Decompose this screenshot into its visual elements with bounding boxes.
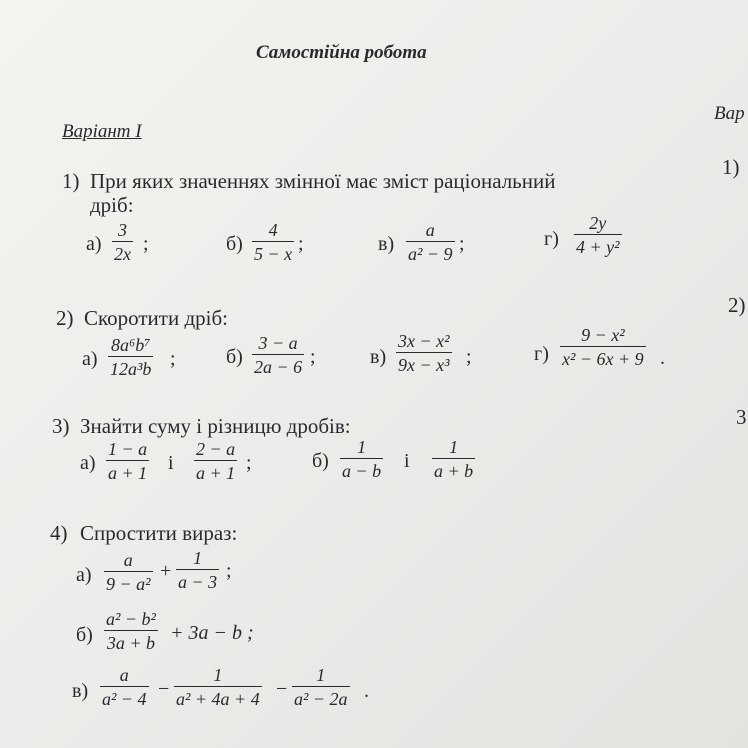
q4-a2-fraction bbox=[176, 549, 219, 591]
q1-b-tail: ; bbox=[298, 233, 304, 255]
q1-c-fraction bbox=[406, 221, 455, 263]
q4-b-fraction bbox=[104, 610, 158, 652]
q4-c1-fraction bbox=[100, 666, 149, 708]
q3-b-label: б) bbox=[312, 450, 329, 472]
numerator: 1 − a bbox=[108, 439, 148, 459]
q4-c-label: в) bbox=[72, 680, 89, 702]
denominator: 9 − a² bbox=[106, 574, 151, 594]
q2-b-label: б) bbox=[226, 346, 243, 368]
q4-c3-fraction bbox=[292, 666, 350, 708]
q2-d-tail: . bbox=[660, 347, 665, 369]
q2-c-label: в) bbox=[370, 346, 387, 368]
denominator: 2x bbox=[114, 244, 131, 264]
numerator: 3 bbox=[118, 220, 127, 240]
variant-heading: Варіант І bbox=[62, 121, 142, 142]
numerator: 3x − x² bbox=[398, 331, 450, 351]
numerator: 2y bbox=[589, 213, 607, 233]
q3-and-1: і bbox=[168, 452, 174, 474]
denominator: a − b bbox=[342, 461, 382, 481]
q4-a-plus: + bbox=[160, 560, 172, 582]
q4-b-label: б) bbox=[76, 624, 93, 646]
q1-a-label: а) bbox=[86, 233, 102, 255]
numerator: a bbox=[123, 550, 133, 570]
denominator: a + 1 bbox=[108, 463, 148, 483]
q1-a-tail: ; bbox=[143, 233, 149, 255]
denominator: a − 3 bbox=[178, 572, 218, 592]
q4-c-tail: . bbox=[364, 680, 369, 702]
q4-a-label: а) bbox=[76, 564, 92, 586]
denominator: a + b bbox=[434, 461, 474, 481]
q4-c2-fraction bbox=[174, 666, 262, 708]
q3-a1-fraction bbox=[106, 440, 149, 482]
q2-b-fraction bbox=[252, 334, 304, 376]
q2-c-fraction bbox=[396, 332, 452, 374]
numerator: 3 − a bbox=[258, 333, 298, 353]
denominator: a + 1 bbox=[196, 463, 236, 483]
q4-c-minus-1: − bbox=[158, 678, 170, 700]
q1-text-line2: дріб: bbox=[90, 193, 134, 217]
q1-d-fraction bbox=[574, 214, 622, 256]
q3-text: Знайти суму і різницю дробів: bbox=[80, 414, 351, 438]
q4-text: Спростити вираз: bbox=[80, 521, 238, 545]
denominator: 12a³b bbox=[110, 359, 152, 379]
q2-number: 2) bbox=[56, 306, 74, 330]
next-variant-cut: Вар bbox=[714, 103, 745, 124]
q2-a-label: а) bbox=[82, 348, 98, 370]
q1-d-label: г) bbox=[544, 228, 559, 250]
denominator: a² − 2a bbox=[294, 689, 348, 709]
numerator: a bbox=[119, 665, 129, 685]
q2-text: Скоротити дріб: bbox=[84, 306, 228, 330]
q3-a-label: а) bbox=[80, 452, 96, 474]
q1-b-label: б) bbox=[226, 233, 243, 255]
q1-text-line1: При яких значеннях змінної має зміст раціональний bbox=[90, 169, 556, 193]
q2-d-label: г) bbox=[534, 343, 549, 365]
next-variant-q2-cut: 2) bbox=[728, 293, 746, 317]
denominator: 2a − 6 bbox=[254, 357, 303, 377]
q4-c-minus-2: − bbox=[276, 678, 288, 700]
q4-a1-fraction bbox=[104, 551, 153, 593]
denominator: a² − 4 bbox=[102, 689, 147, 709]
numerator: 1 bbox=[449, 437, 459, 457]
q2-c-tail: ; bbox=[466, 346, 472, 368]
q2-b-tail: ; bbox=[310, 346, 316, 368]
denominator: 4 + y² bbox=[576, 237, 620, 257]
q1-number: 1) bbox=[62, 169, 80, 193]
q3-and-2: і bbox=[404, 450, 410, 472]
next-variant-q1-cut: 1) bbox=[722, 155, 740, 179]
q1-c-tail: ; bbox=[459, 233, 465, 255]
q3-b2-fraction bbox=[432, 438, 475, 480]
q1-c-label: в) bbox=[378, 233, 395, 255]
page-title: Самостійна робота bbox=[256, 42, 427, 63]
q4-a-tail: ; bbox=[226, 560, 232, 582]
numerator: 4 bbox=[268, 220, 278, 240]
denominator: a² + 4a + 4 bbox=[176, 689, 260, 709]
numerator: 1 bbox=[193, 548, 203, 568]
numerator: 2 − a bbox=[196, 439, 236, 459]
q2-d-fraction bbox=[560, 326, 646, 368]
q2-a-tail: ; bbox=[170, 348, 176, 370]
q1-a-fraction bbox=[112, 221, 133, 263]
denominator: x² − 6x + 9 bbox=[562, 349, 644, 369]
numerator: a² − b² bbox=[106, 609, 156, 629]
numerator: 9 − x² bbox=[581, 325, 625, 345]
q4-b-rest: + 3a − b ; bbox=[170, 622, 254, 644]
numerator: 1 bbox=[357, 437, 367, 457]
next-variant-q3-cut: 3 bbox=[736, 405, 747, 429]
numerator: a bbox=[425, 220, 435, 240]
denominator: 9x − x³ bbox=[398, 355, 450, 375]
q3-b1-fraction bbox=[340, 438, 383, 480]
q2-a-fraction bbox=[108, 336, 153, 378]
q3-a-tail: ; bbox=[246, 452, 252, 474]
numerator: 8a⁶b⁷ bbox=[110, 335, 151, 355]
denominator: 3a + b bbox=[106, 633, 156, 653]
numerator: 1 bbox=[213, 665, 223, 685]
q4-number: 4) bbox=[50, 521, 68, 545]
q3-number: 3) bbox=[52, 414, 70, 438]
denominator: a² − 9 bbox=[408, 244, 453, 264]
denominator: 5 − x bbox=[254, 244, 293, 264]
q3-a2-fraction bbox=[194, 440, 237, 482]
numerator: 1 bbox=[316, 665, 326, 685]
q1-b-fraction bbox=[252, 221, 294, 263]
